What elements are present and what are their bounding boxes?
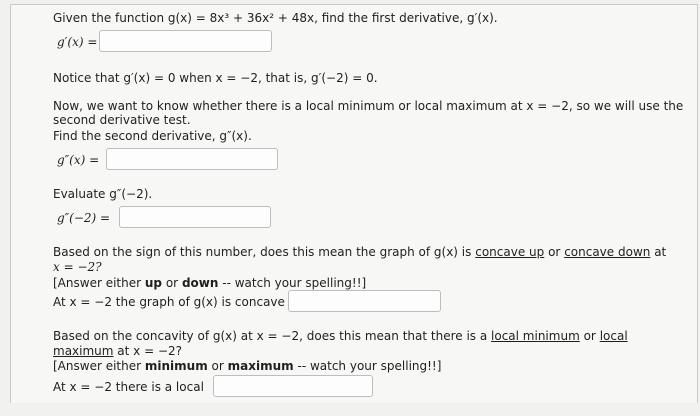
q5-hint (53, 359, 441, 374)
q4-hint-post: -- watch your spelling!!] (222, 276, 367, 290)
q5-question-pre: Based on the concavity of g(x) at x = −2, does this mean that there is a (53, 329, 488, 343)
q5-hint-post: -- watch your spelling!!] (297, 359, 442, 373)
local-minimum-term: local minimum (491, 329, 580, 343)
q4-hint-word-up: up (144, 276, 163, 290)
q4-hint-word-down: down (181, 276, 219, 290)
q3-label: g″(−2) = (57, 211, 111, 225)
q4-hint-or: or (165, 276, 179, 290)
concavity-input[interactable] (288, 290, 441, 312)
q2-label: g″(x) = (57, 153, 100, 167)
q5-hint-word-maximum: maximum (227, 359, 294, 373)
q4-question-line2: x = −2? (53, 260, 102, 274)
q2-intro-line2: second derivative test. (53, 113, 191, 127)
evaluate-second-derivative-input[interactable] (119, 206, 271, 228)
q5-label: At x = −2 there is a local (53, 380, 204, 394)
q4-question-post: at (654, 245, 667, 259)
concave-down-term: concave down (564, 245, 651, 259)
local-term: local (599, 329, 628, 343)
q3-prompt: Evaluate g″(−2). (53, 187, 153, 201)
q4-hint (53, 276, 366, 291)
q1-prompt: Given the function g(x) = 8x³ + 36x² + 48x, find the first derivative, g′(x). (53, 11, 498, 25)
notice-text: Notice that g′(x) = 0 when x = −2, that is, g′(−2) = 0. (53, 71, 378, 85)
q5-question-line1 (53, 329, 628, 344)
q1-label: g′(x) = (57, 35, 98, 49)
q4-question-line1 (53, 245, 666, 260)
q5-hint-word-minimum: minimum (144, 359, 208, 373)
question-panel (10, 4, 698, 403)
second-derivative-input[interactable] (106, 148, 278, 170)
extremum-input[interactable] (213, 375, 373, 397)
concave-up-term: concave up (475, 245, 545, 259)
q4-question-pre: Based on the sign of this number, does this mean the graph of g(x) is (53, 245, 472, 259)
q2-intro-line1: Now, we want to know whether there is a local minimum or local maximum at x = −2, so we will use the (53, 99, 684, 113)
q5-hint-or: or (211, 359, 224, 373)
q4-or: or (548, 245, 561, 259)
q4-hint-pre: [Answer either (53, 276, 142, 290)
q4-label: At x = −2 the graph of g(x) is concave (53, 295, 285, 309)
q5-question-post: at x = −2? (117, 344, 183, 358)
q5-question-line2 (53, 344, 182, 359)
maximum-term: maximum (53, 344, 114, 358)
q5-or: or (583, 329, 596, 343)
first-derivative-input[interactable] (99, 30, 272, 52)
q2-prompt: Find the second derivative, g″(x). (53, 129, 252, 143)
q5-hint-pre: [Answer either (53, 359, 142, 373)
